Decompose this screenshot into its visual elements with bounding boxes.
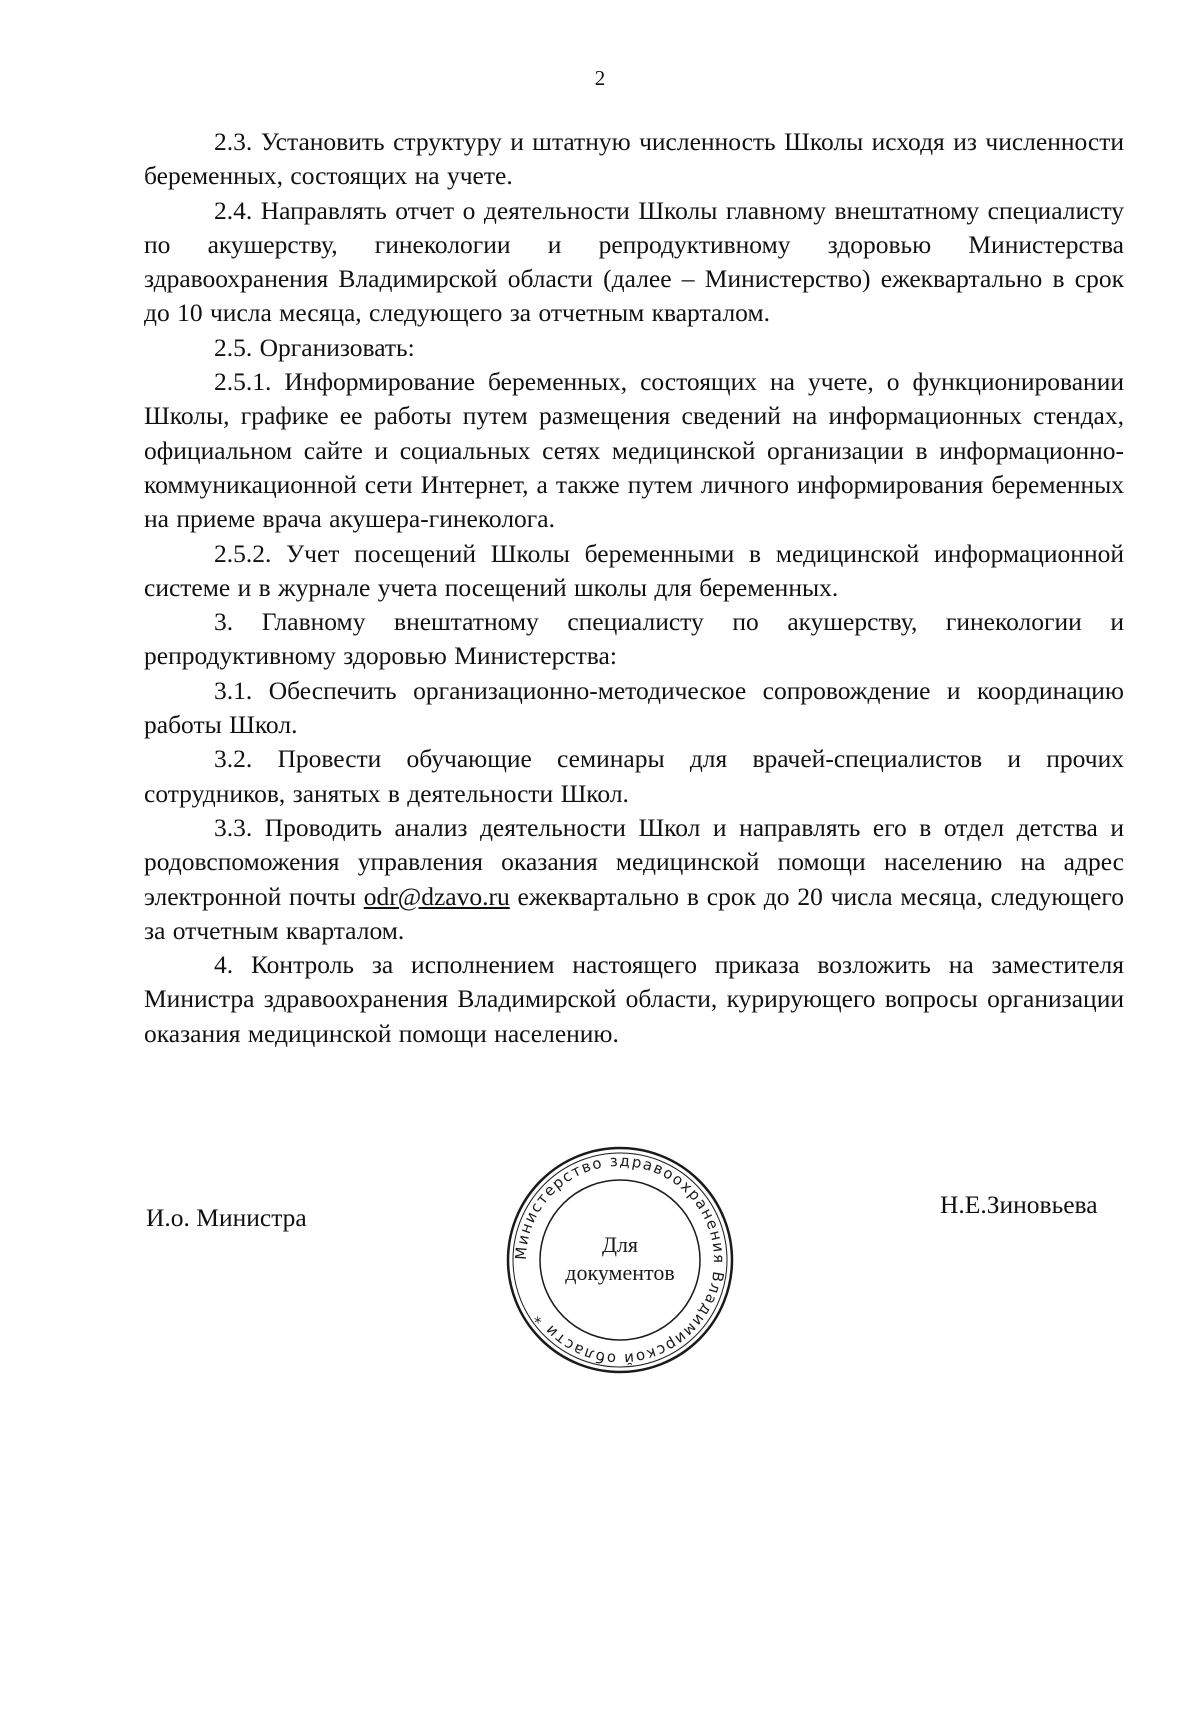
document-body <box>144 125 1124 1051</box>
paragraph-3-3 <box>144 811 1124 948</box>
stamp-center-line-1: Для <box>601 1232 639 1257</box>
official-stamp <box>500 1140 740 1380</box>
paragraph-3-2: 3.2. Провести обучающие семинары для врачей-специалистов и прочих сотрудников, занятых в деятельности Школ. <box>144 744 1124 808</box>
paragraph-3: 3. Главному внештатному специалисту по акушерству, гинекологии и репродуктивному здоровью Министерства: <box>144 607 1124 671</box>
paragraph-2-3: 2.3. Установить структуру и штатную численность Школы исходя из численности беременных, состоящих на учете. <box>144 127 1124 191</box>
paragraph-4: 4. Контроль за исполнением настоящего приказа возложить на заместителя Министра здравоохранения Владимирской области, курирующего вопросы организации оказания медицинской помощи населению. <box>144 950 1124 1048</box>
signature-position: И.о. Министра <box>146 1203 307 1232</box>
paragraph-3-3-before: 3.3. Проводить анализ деятельности Школ и направлять его в отдел детства и родовспоможения управления оказания медицинской помощи населению на адрес электронной почты <box>144 812 1124 911</box>
page-number: 2 <box>594 66 606 90</box>
paragraph-2-5-2: 2.5.2. Учет посещений Школы беременными в медицинской информационной системе и в журнале учета посещений школы для беременных. <box>144 538 1124 602</box>
paragraph-2-5-1: 2.5.1. Информирование беременных, состоящих на учете, о функционировании Школы, графике ее работы путем размещения сведений на информационных стендах, официальном сайте и социальных сетях медицинской организации в информационно-коммуникационной сети Интернет, а также путем личного информирования беременных на приеме врача акушера-гинеколога. <box>144 367 1124 534</box>
paragraph-2-5: 2.5. Организовать: <box>214 332 415 362</box>
email-link[interactable]: odr@dzavo.ru <box>363 881 510 911</box>
paragraph-3-3-after: ежеквартально в срок до 20 числа месяца, следующего за отчетным кварталом. <box>144 881 1124 945</box>
paragraph-3-1: 3.1. Обеспечить организационно-методическое сопровождение и координацию работы Школ. <box>144 675 1124 740</box>
paragraph-2-4: 2.4. Направлять отчет о деятельности Школы главному внештатному специалисту по акушерству, гинекологии и репродуктивному здоровью Министерства здравоохранения Владимирской области (далее – Министерство) ежеквартально в срок до 10 числа месяца, следующего за отчетным кварталом. <box>144 195 1124 328</box>
stamp-center-line-2: документов <box>565 1260 675 1285</box>
stamp-seal-graphic <box>500 1140 740 1380</box>
signature-name: Н.Е.Зиновьева <box>940 1190 1098 1219</box>
stamp-ring-text: Министерство здравоохранения Владимирской области * <box>511 1151 729 1369</box>
